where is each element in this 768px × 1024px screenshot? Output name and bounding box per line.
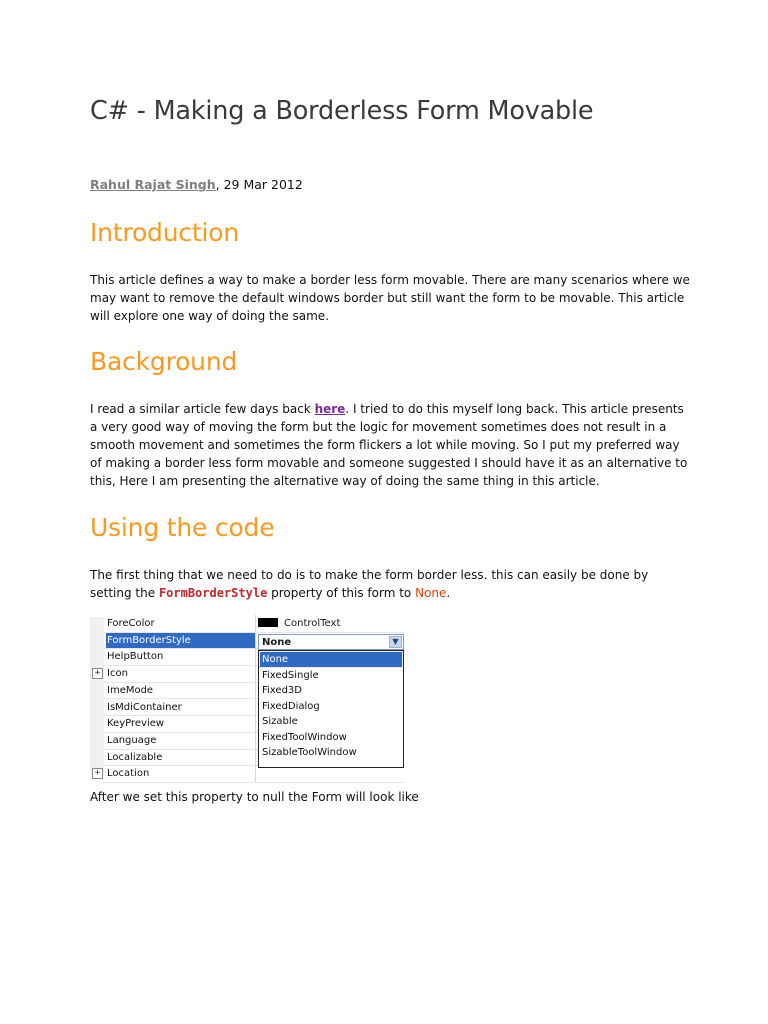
intro-paragraph: This article defines a way to make a border less form movable. There are many scenarios where we may want to remove the default windows border but still want the form to be movable. This article will explore one way of doing the same. [90,273,690,323]
column-divider [255,715,256,732]
property-name: Icon [107,668,128,680]
column-divider [255,765,256,782]
grid-gutter [90,617,104,773]
property-name: Localizable [107,751,163,763]
expand-icon[interactable]: + [92,768,103,779]
color-swatch [258,618,278,627]
property-value [258,616,403,631]
column-divider [255,665,256,682]
publish-date: , 29 Mar 2012 [215,177,303,192]
after-paragraph: After we set this property to null the Form will look like [90,790,419,804]
heading-using-the-code: Using the code [90,513,275,542]
page-title: C# - Making a Borderless Form Movable [90,96,594,126]
value-term-none: None [415,586,447,600]
property-name: Location [107,768,150,780]
property-name: KeyPreview [107,718,165,730]
author-link[interactable]: Rahul Rajat Singh [90,177,216,192]
dropdown-option[interactable]: Fixed3D [262,685,302,696]
property-name: FormBorderStyle [106,633,255,648]
column-divider [255,682,256,699]
dropdown-option[interactable]: FixedToolWindow [262,731,347,743]
property-name: HelpButton [107,651,164,663]
property-grid-screenshot [90,617,404,780]
column-divider [255,749,256,766]
property-value-text: ControlText [284,618,341,629]
property-name: IsMdiContainer [107,701,182,713]
property-row[interactable] [104,615,404,633]
dropdown-option[interactable]: SizableToolWindow [262,747,357,758]
column-divider [255,648,256,665]
column-divider [255,699,256,716]
column-divider [255,615,256,632]
dropdown-option[interactable]: FixedDialog [262,700,320,712]
column-divider [255,732,256,749]
chevron-down-icon[interactable]: ▼ [389,636,402,648]
combobox-value: None [262,637,292,648]
expand-icon[interactable]: + [92,668,103,679]
dropdown-option[interactable]: FixedSingle [262,669,319,681]
heading-background: Background [90,347,238,376]
formborderstyle-dropdown-list [258,650,404,768]
code-term-formborderstyle: FormBorderStyle [158,586,268,600]
code-paragraph: The first thing that we need to do is to make the form border less. this can easily be done by setting the FormBorderStyle property of this form to None. [90,568,649,600]
column-divider [255,632,256,649]
background-paragraph: I read a similar article few days back here. I tried to do this myself long back. This article presents a very good way of moving the form but the logic for movement sometimes does not result in a smooth movement and sometimes the form flickers a lot while moving. So I put my preferred way of making a border less form movable and someone suggested I should have it as an alternative to this, Here I am presenting the alternative way of doing the same thing in this article. [90,402,688,488]
property-name: ForeColor [107,618,155,629]
dropdown-option[interactable]: Sizable [262,716,298,727]
dropdown-option[interactable]: None [260,652,402,667]
property-name: ImeMode [107,684,154,696]
here-link[interactable]: here [314,402,346,416]
formborderstyle-combobox[interactable] [258,634,404,650]
byline [90,177,303,192]
heading-introduction: Introduction [90,218,239,247]
property-name: Language [107,734,157,746]
